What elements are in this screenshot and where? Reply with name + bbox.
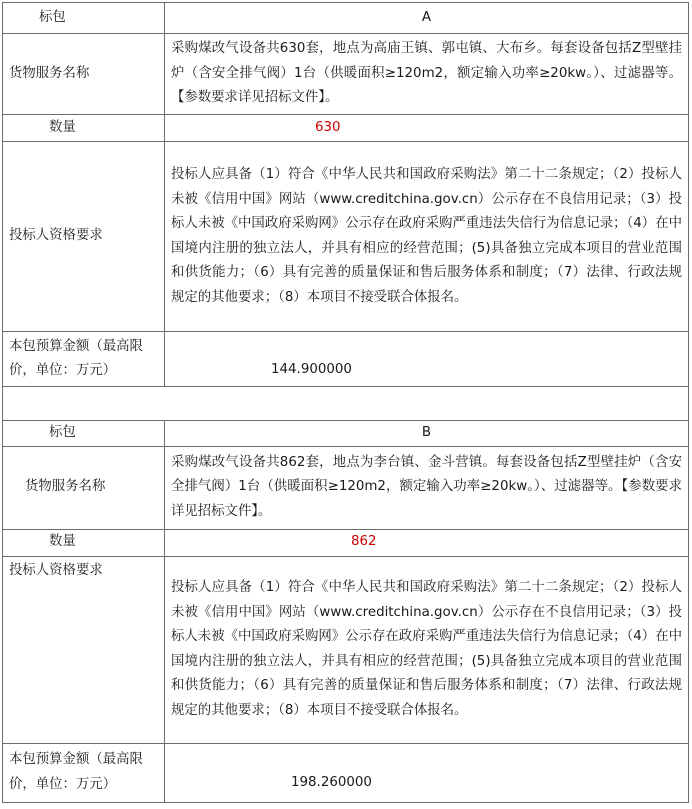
quantity-value: 630 (165, 115, 689, 142)
package-b-goods-row (3, 446, 689, 529)
package-header-label: 标包 (3, 3, 165, 34)
package-b-header-row (3, 421, 689, 447)
package-a-header-row (3, 3, 689, 34)
spacer-row (3, 387, 689, 421)
qualification-label: 投标人资格要求 (3, 142, 165, 332)
quantity-label: 数量 (3, 529, 165, 556)
procurement-table (2, 2, 689, 803)
package-id: A (165, 3, 689, 34)
package-a-goods-row (3, 34, 689, 115)
goods-label: 货物服务名称 (3, 34, 165, 115)
qualification-label: 投标人资格要求 (3, 556, 165, 743)
qualification-text: 投标人应具备（1）符合《中华人民共和国政府采购法》第二十二条规定；（2）投标人未被《信用中国》网站（www.creditchina.gov.cn）公示存在不良信用记录；（3）投标人未被《中国政府采购网》公示存在政府采购严重违法失信行为信息记录；（4）在中国境内注册的独立法人，并具有相应的经营范围；(5)具备独立完成本项目的营业范围和供货能力；（6）具有完善的质量保证和售后服务体系和制度；（7）法律、行政法规规定的其他要求；（8）本项目不接受联合体报名。 (165, 142, 689, 332)
package-id: B (165, 421, 689, 447)
budget-cell (165, 332, 689, 387)
budget-label: 本包预算金额（最高限价，单位：万元） (3, 743, 165, 802)
package-b-qty-row (3, 529, 689, 556)
quantity-label: 数量 (3, 115, 165, 142)
package-a-qual-row (3, 142, 689, 332)
spacer-cell (3, 387, 689, 421)
goods-label: 货物服务名称 (3, 446, 165, 529)
budget-cell (165, 743, 689, 802)
package-a-qty-row (3, 115, 689, 142)
package-b-qual-row (3, 556, 689, 743)
package-b-budget-row (3, 743, 689, 802)
goods-description: 采购煤改气设备共630套，地点为高庙王镇、郭屯镇、大布乡。每套设备包括Z型壁挂炉（含安全排气阀）1台（供暖面积≥120m2，额定输入功率≥20kw。）、过滤器等。【参数要求详见招标文件】。 (165, 34, 689, 115)
qualification-text: 投标人应具备（1）符合《中华人民共和国政府采购法》第二十二条规定；（2）投标人未被《信用中国》网站（www.creditchina.gov.cn）公示存在不良信用记录；（3）投标人未被《中国政府采购网》公示存在政府采购严重违法失信行为信息记录；（4）在中国境内注册的独立法人，并具有相应的经营范围；(5)具备独立完成本项目的营业范围和供货能力；（6）具有完善的质量保证和售后服务体系和制度；（7）法律、行政法规规定的其他要求；（8）本项目不接受联合体报名。 (165, 556, 689, 743)
package-header-label: 标包 (3, 421, 165, 447)
package-a-budget-row (3, 332, 689, 387)
budget-label: 本包预算金额（最高限价，单位：万元） (3, 332, 165, 387)
quantity-value: 862 (165, 529, 689, 556)
budget-value: 198.260000 (291, 775, 372, 791)
goods-description: 采购煤改气设备共862套，地点为李台镇、金斗营镇。每套设备包括Z型壁挂炉（含安全排气阀）1台（供暖面积≥120m2，额定输入功率≥20kw。）、过滤器等。【参数要求详见招标文件】。 (165, 446, 689, 529)
budget-value: 144.900000 (271, 361, 352, 377)
